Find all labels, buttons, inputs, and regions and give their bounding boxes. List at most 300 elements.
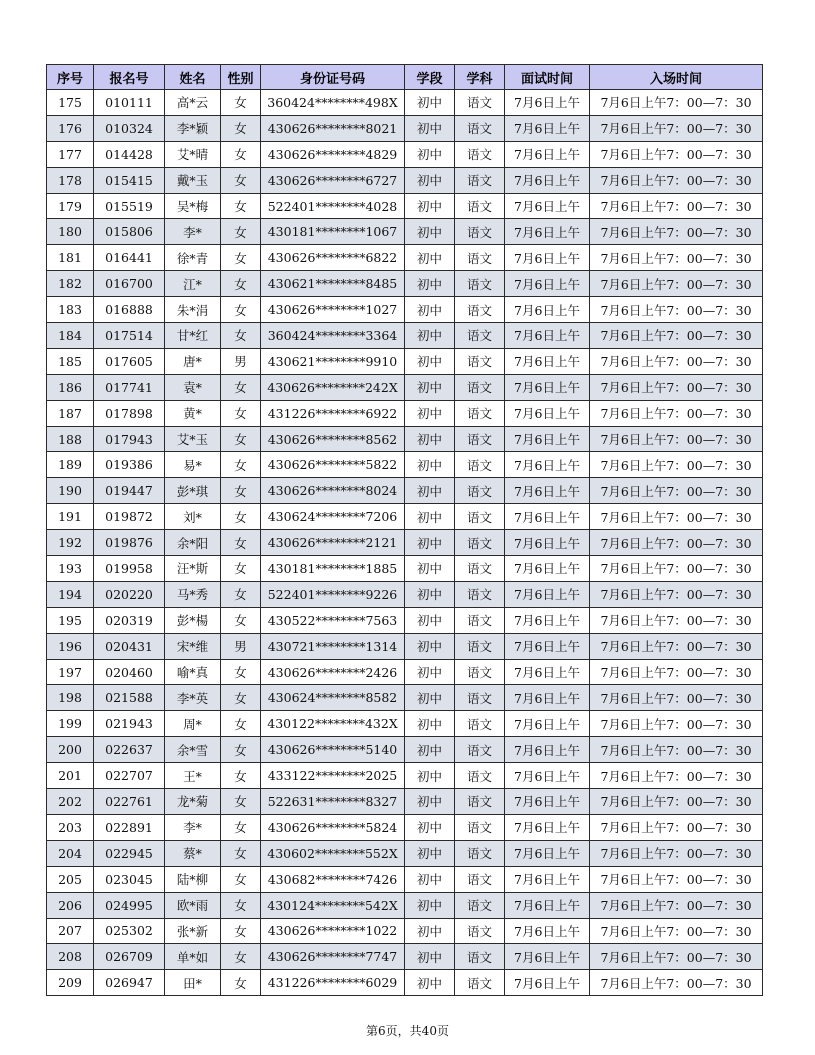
table-row <box>47 581 763 607</box>
cell-subject: 语文 <box>455 167 505 193</box>
cell-id-number: 430181********1067 <box>261 219 405 245</box>
cell-name: 朱*涓 <box>165 297 221 323</box>
cell-interview-time: 7月6日上午 <box>505 504 590 530</box>
cell-level: 初中 <box>405 918 455 944</box>
cell-name: 彭*琪 <box>165 478 221 504</box>
cell-seq: 179 <box>47 193 94 219</box>
cell-entry-time: 7月6日上午7：00—7：30 <box>590 814 763 840</box>
cell-entry-time: 7月6日上午7：00—7：30 <box>590 711 763 737</box>
table-row <box>47 141 763 167</box>
cell-subject: 语文 <box>455 840 505 866</box>
cell-gender: 女 <box>221 685 261 711</box>
cell-name: 李* <box>165 814 221 840</box>
cell-id-number: 430624********8582 <box>261 685 405 711</box>
cell-name: 艾*晴 <box>165 141 221 167</box>
cell-level: 初中 <box>405 607 455 633</box>
cell-interview-time: 7月6日上午 <box>505 581 590 607</box>
cell-name: 艾*玉 <box>165 426 221 452</box>
cell-entry-time: 7月6日上午7：00—7：30 <box>590 866 763 892</box>
cell-gender: 女 <box>221 478 261 504</box>
cell-gender: 男 <box>221 633 261 659</box>
cell-seq: 191 <box>47 504 94 530</box>
cell-id-number: 431226********6922 <box>261 400 405 426</box>
cell-level: 初中 <box>405 271 455 297</box>
cell-level: 初中 <box>405 452 455 478</box>
cell-seq: 182 <box>47 271 94 297</box>
cell-subject: 语文 <box>455 556 505 582</box>
cell-entry-time: 7月6日上午7：00—7：30 <box>590 840 763 866</box>
cell-seq: 207 <box>47 918 94 944</box>
table-row <box>47 737 763 763</box>
cell-subject: 语文 <box>455 193 505 219</box>
table-row <box>47 374 763 400</box>
cell-seq: 185 <box>47 348 94 374</box>
cell-interview-time: 7月6日上午 <box>505 789 590 815</box>
cell-seq: 180 <box>47 219 94 245</box>
cell-entry-time: 7月6日上午7：00—7：30 <box>590 90 763 116</box>
cell-entry-time: 7月6日上午7：00—7：30 <box>590 115 763 141</box>
cell-reg-no: 020460 <box>94 659 165 685</box>
cell-subject: 语文 <box>455 607 505 633</box>
cell-reg-no: 022945 <box>94 840 165 866</box>
cell-id-number: 430626********8562 <box>261 426 405 452</box>
cell-gender: 女 <box>221 452 261 478</box>
cell-gender: 女 <box>221 219 261 245</box>
table-row <box>47 323 763 349</box>
cell-seq: 187 <box>47 400 94 426</box>
cell-id-number: 360424********498X <box>261 90 405 116</box>
table-row <box>47 556 763 582</box>
cell-reg-no: 022707 <box>94 763 165 789</box>
cell-interview-time: 7月6日上午 <box>505 633 590 659</box>
cell-subject: 语文 <box>455 219 505 245</box>
cell-id-number: 430124********542X <box>261 892 405 918</box>
cell-id-number: 430626********6822 <box>261 245 405 271</box>
cell-id-number: 522401********4028 <box>261 193 405 219</box>
cell-reg-no: 017514 <box>94 323 165 349</box>
cell-entry-time: 7月6日上午7：00—7：30 <box>590 556 763 582</box>
cell-subject: 语文 <box>455 115 505 141</box>
cell-id-number: 522631********8327 <box>261 789 405 815</box>
cell-level: 初中 <box>405 530 455 556</box>
header-interview-time: 面试时间 <box>505 65 590 90</box>
cell-interview-time: 7月6日上午 <box>505 685 590 711</box>
table-row <box>47 685 763 711</box>
cell-entry-time: 7月6日上午7：00—7：30 <box>590 374 763 400</box>
cell-name: 易* <box>165 452 221 478</box>
cell-entry-time: 7月6日上午7：00—7：30 <box>590 245 763 271</box>
cell-name: 刘* <box>165 504 221 530</box>
cell-subject: 语文 <box>455 866 505 892</box>
cell-id-number: 430621********9910 <box>261 348 405 374</box>
cell-interview-time: 7月6日上午 <box>505 426 590 452</box>
cell-name: 李*颖 <box>165 115 221 141</box>
cell-reg-no: 016888 <box>94 297 165 323</box>
cell-entry-time: 7月6日上午7：00—7：30 <box>590 323 763 349</box>
cell-interview-time: 7月6日上午 <box>505 400 590 426</box>
cell-interview-time: 7月6日上午 <box>505 737 590 763</box>
cell-seq: 202 <box>47 789 94 815</box>
cell-id-number: 430624********7206 <box>261 504 405 530</box>
cell-level: 初中 <box>405 944 455 970</box>
cell-level: 初中 <box>405 193 455 219</box>
cell-entry-time: 7月6日上午7：00—7：30 <box>590 348 763 374</box>
candidate-table <box>46 64 763 996</box>
cell-interview-time: 7月6日上午 <box>505 323 590 349</box>
cell-reg-no: 023045 <box>94 866 165 892</box>
cell-subject: 语文 <box>455 271 505 297</box>
cell-seq: 190 <box>47 478 94 504</box>
cell-gender: 女 <box>221 193 261 219</box>
cell-name: 陆*柳 <box>165 866 221 892</box>
cell-name: 马*秀 <box>165 581 221 607</box>
table-row <box>47 115 763 141</box>
header-id-number: 身份证号码 <box>261 65 405 90</box>
cell-seq: 181 <box>47 245 94 271</box>
cell-seq: 197 <box>47 659 94 685</box>
cell-entry-time: 7月6日上午7：00—7：30 <box>590 944 763 970</box>
cell-level: 初中 <box>405 711 455 737</box>
cell-reg-no: 019958 <box>94 556 165 582</box>
table-row <box>47 167 763 193</box>
cell-reg-no: 010111 <box>94 90 165 116</box>
cell-name: 江* <box>165 271 221 297</box>
table-row <box>47 659 763 685</box>
cell-gender: 女 <box>221 944 261 970</box>
table-row <box>47 789 763 815</box>
table-row <box>47 297 763 323</box>
cell-interview-time: 7月6日上午 <box>505 141 590 167</box>
cell-name: 徐*青 <box>165 245 221 271</box>
table-row <box>47 530 763 556</box>
table-row <box>47 271 763 297</box>
cell-level: 初中 <box>405 167 455 193</box>
cell-entry-time: 7月6日上午7：00—7：30 <box>590 685 763 711</box>
cell-name: 单*如 <box>165 944 221 970</box>
cell-interview-time: 7月6日上午 <box>505 374 590 400</box>
cell-gender: 女 <box>221 426 261 452</box>
cell-name: 黄* <box>165 400 221 426</box>
cell-entry-time: 7月6日上午7：00—7：30 <box>590 789 763 815</box>
cell-interview-time: 7月6日上午 <box>505 918 590 944</box>
cell-id-number: 431226********6029 <box>261 970 405 996</box>
table-row <box>47 840 763 866</box>
cell-subject: 语文 <box>455 814 505 840</box>
table-row <box>47 426 763 452</box>
cell-interview-time: 7月6日上午 <box>505 478 590 504</box>
cell-name: 李* <box>165 219 221 245</box>
table-row <box>47 918 763 944</box>
cell-seq: 183 <box>47 297 94 323</box>
cell-reg-no: 019872 <box>94 504 165 530</box>
cell-seq: 192 <box>47 530 94 556</box>
cell-seq: 193 <box>47 556 94 582</box>
cell-gender: 女 <box>221 297 261 323</box>
cell-gender: 女 <box>221 271 261 297</box>
cell-entry-time: 7月6日上午7：00—7：30 <box>590 271 763 297</box>
cell-name: 彭*楊 <box>165 607 221 633</box>
cell-entry-time: 7月6日上午7：00—7：30 <box>590 478 763 504</box>
cell-name: 宋*维 <box>165 633 221 659</box>
header-subject: 学科 <box>455 65 505 90</box>
cell-id-number: 430522********7563 <box>261 607 405 633</box>
cell-level: 初中 <box>405 789 455 815</box>
cell-name: 欧*雨 <box>165 892 221 918</box>
cell-seq: 177 <box>47 141 94 167</box>
cell-level: 初中 <box>405 737 455 763</box>
cell-subject: 语文 <box>455 970 505 996</box>
cell-level: 初中 <box>405 141 455 167</box>
cell-level: 初中 <box>405 323 455 349</box>
cell-reg-no: 026709 <box>94 944 165 970</box>
cell-id-number: 433122********2025 <box>261 763 405 789</box>
cell-reg-no: 020319 <box>94 607 165 633</box>
cell-id-number: 522401********9226 <box>261 581 405 607</box>
cell-subject: 语文 <box>455 918 505 944</box>
cell-entry-time: 7月6日上午7：00—7：30 <box>590 970 763 996</box>
cell-id-number: 430626********5140 <box>261 737 405 763</box>
cell-gender: 女 <box>221 400 261 426</box>
cell-reg-no: 022637 <box>94 737 165 763</box>
cell-gender: 女 <box>221 141 261 167</box>
table-row <box>47 90 763 116</box>
cell-entry-time: 7月6日上午7：00—7：30 <box>590 633 763 659</box>
cell-id-number: 430626********2121 <box>261 530 405 556</box>
cell-subject: 语文 <box>455 348 505 374</box>
cell-interview-time: 7月6日上午 <box>505 556 590 582</box>
cell-interview-time: 7月6日上午 <box>505 814 590 840</box>
cell-gender: 女 <box>221 90 261 116</box>
cell-reg-no: 026947 <box>94 970 165 996</box>
cell-entry-time: 7月6日上午7：00—7：30 <box>590 504 763 530</box>
cell-reg-no: 017898 <box>94 400 165 426</box>
cell-name: 甘*红 <box>165 323 221 349</box>
cell-seq: 209 <box>47 970 94 996</box>
cell-gender: 女 <box>221 556 261 582</box>
cell-id-number: 430626********1027 <box>261 297 405 323</box>
cell-interview-time: 7月6日上午 <box>505 607 590 633</box>
cell-gender: 男 <box>221 348 261 374</box>
cell-subject: 语文 <box>455 711 505 737</box>
cell-reg-no: 020220 <box>94 581 165 607</box>
cell-entry-time: 7月6日上午7：00—7：30 <box>590 452 763 478</box>
cell-seq: 189 <box>47 452 94 478</box>
cell-reg-no: 016700 <box>94 271 165 297</box>
cell-seq: 188 <box>47 426 94 452</box>
cell-id-number: 430181********1885 <box>261 556 405 582</box>
cell-subject: 语文 <box>455 426 505 452</box>
cell-reg-no: 019876 <box>94 530 165 556</box>
cell-gender: 女 <box>221 763 261 789</box>
cell-interview-time: 7月6日上午 <box>505 840 590 866</box>
table-row <box>47 814 763 840</box>
cell-level: 初中 <box>405 763 455 789</box>
header-reg-no: 报名号 <box>94 65 165 90</box>
table-row <box>47 348 763 374</box>
cell-id-number: 430626********8024 <box>261 478 405 504</box>
cell-seq: 176 <box>47 115 94 141</box>
cell-reg-no: 017741 <box>94 374 165 400</box>
cell-level: 初中 <box>405 426 455 452</box>
cell-entry-time: 7月6日上午7：00—7：30 <box>590 400 763 426</box>
table-row <box>47 866 763 892</box>
cell-interview-time: 7月6日上午 <box>505 90 590 116</box>
cell-entry-time: 7月6日上午7：00—7：30 <box>590 763 763 789</box>
cell-seq: 198 <box>47 685 94 711</box>
cell-seq: 196 <box>47 633 94 659</box>
cell-entry-time: 7月6日上午7：00—7：30 <box>590 737 763 763</box>
cell-id-number: 430626********2426 <box>261 659 405 685</box>
cell-level: 初中 <box>405 866 455 892</box>
cell-subject: 语文 <box>455 245 505 271</box>
cell-gender: 女 <box>221 504 261 530</box>
table-row <box>47 478 763 504</box>
cell-id-number: 430626********5822 <box>261 452 405 478</box>
cell-name: 高*云 <box>165 90 221 116</box>
cell-name: 袁* <box>165 374 221 400</box>
cell-level: 初中 <box>405 633 455 659</box>
cell-entry-time: 7月6日上午7：00—7：30 <box>590 297 763 323</box>
cell-interview-time: 7月6日上午 <box>505 348 590 374</box>
cell-reg-no: 015415 <box>94 167 165 193</box>
cell-name: 周* <box>165 711 221 737</box>
cell-interview-time: 7月6日上午 <box>505 193 590 219</box>
cell-reg-no: 019386 <box>94 452 165 478</box>
cell-entry-time: 7月6日上午7：00—7：30 <box>590 167 763 193</box>
cell-name: 张*新 <box>165 918 221 944</box>
cell-subject: 语文 <box>455 659 505 685</box>
cell-level: 初中 <box>405 219 455 245</box>
header-level: 学段 <box>405 65 455 90</box>
cell-seq: 186 <box>47 374 94 400</box>
cell-gender: 女 <box>221 918 261 944</box>
cell-interview-time: 7月6日上午 <box>505 659 590 685</box>
cell-id-number: 430626********8021 <box>261 115 405 141</box>
cell-gender: 女 <box>221 789 261 815</box>
cell-name: 唐* <box>165 348 221 374</box>
cell-gender: 女 <box>221 840 261 866</box>
cell-level: 初中 <box>405 90 455 116</box>
cell-reg-no: 021943 <box>94 711 165 737</box>
cell-name: 戴*玉 <box>165 167 221 193</box>
cell-seq: 203 <box>47 814 94 840</box>
cell-level: 初中 <box>405 374 455 400</box>
page-footer: 第6页，共40页 <box>366 1024 449 1038</box>
cell-id-number: 430626********4829 <box>261 141 405 167</box>
cell-subject: 语文 <box>455 478 505 504</box>
cell-name: 蔡* <box>165 840 221 866</box>
cell-gender: 女 <box>221 581 261 607</box>
cell-id-number: 430721********1314 <box>261 633 405 659</box>
cell-seq: 200 <box>47 737 94 763</box>
cell-id-number: 430122********432X <box>261 711 405 737</box>
cell-subject: 语文 <box>455 633 505 659</box>
cell-name: 李*英 <box>165 685 221 711</box>
cell-level: 初中 <box>405 840 455 866</box>
cell-seq: 178 <box>47 167 94 193</box>
cell-entry-time: 7月6日上午7：00—7：30 <box>590 659 763 685</box>
cell-level: 初中 <box>405 659 455 685</box>
table-row <box>47 245 763 271</box>
cell-reg-no: 015519 <box>94 193 165 219</box>
cell-reg-no: 024995 <box>94 892 165 918</box>
cell-id-number: 430682********7426 <box>261 866 405 892</box>
cell-name: 龙*菊 <box>165 789 221 815</box>
cell-id-number: 430602********552X <box>261 840 405 866</box>
cell-gender: 女 <box>221 866 261 892</box>
cell-interview-time: 7月6日上午 <box>505 297 590 323</box>
cell-gender: 女 <box>221 970 261 996</box>
cell-interview-time: 7月6日上午 <box>505 944 590 970</box>
cell-interview-time: 7月6日上午 <box>505 711 590 737</box>
table-body <box>47 90 763 996</box>
table-row <box>47 504 763 530</box>
table-row <box>47 400 763 426</box>
cell-gender: 女 <box>221 737 261 763</box>
table-row <box>47 892 763 918</box>
table-header-row <box>47 65 763 90</box>
cell-level: 初中 <box>405 581 455 607</box>
cell-entry-time: 7月6日上午7：00—7：30 <box>590 193 763 219</box>
cell-entry-time: 7月6日上午7：00—7：30 <box>590 918 763 944</box>
cell-level: 初中 <box>405 478 455 504</box>
cell-seq: 208 <box>47 944 94 970</box>
cell-seq: 201 <box>47 763 94 789</box>
cell-name: 汪*斯 <box>165 556 221 582</box>
cell-entry-time: 7月6日上午7：00—7：30 <box>590 581 763 607</box>
cell-seq: 206 <box>47 892 94 918</box>
cell-reg-no: 020431 <box>94 633 165 659</box>
cell-name: 吴*梅 <box>165 193 221 219</box>
table-row <box>47 944 763 970</box>
cell-subject: 语文 <box>455 374 505 400</box>
table-row <box>47 711 763 737</box>
cell-subject: 语文 <box>455 323 505 349</box>
cell-interview-time: 7月6日上午 <box>505 245 590 271</box>
cell-level: 初中 <box>405 400 455 426</box>
cell-entry-time: 7月6日上午7：00—7：30 <box>590 219 763 245</box>
cell-subject: 语文 <box>455 581 505 607</box>
cell-interview-time: 7月6日上午 <box>505 530 590 556</box>
cell-id-number: 430626********5824 <box>261 814 405 840</box>
cell-reg-no: 021588 <box>94 685 165 711</box>
cell-name: 喻*真 <box>165 659 221 685</box>
cell-level: 初中 <box>405 348 455 374</box>
cell-gender: 女 <box>221 659 261 685</box>
cell-level: 初中 <box>405 297 455 323</box>
cell-entry-time: 7月6日上午7：00—7：30 <box>590 426 763 452</box>
cell-name: 田* <box>165 970 221 996</box>
cell-id-number: 430626********6727 <box>261 167 405 193</box>
cell-gender: 女 <box>221 323 261 349</box>
header-seq: 序号 <box>47 65 94 90</box>
cell-reg-no: 017605 <box>94 348 165 374</box>
cell-entry-time: 7月6日上午7：00—7：30 <box>590 607 763 633</box>
cell-subject: 语文 <box>455 737 505 763</box>
cell-reg-no: 016441 <box>94 245 165 271</box>
cell-interview-time: 7月6日上午 <box>505 970 590 996</box>
cell-reg-no: 022891 <box>94 814 165 840</box>
cell-level: 初中 <box>405 892 455 918</box>
cell-id-number: 360424********3364 <box>261 323 405 349</box>
header-gender: 性别 <box>221 65 261 90</box>
cell-gender: 女 <box>221 245 261 271</box>
header-name: 姓名 <box>165 65 221 90</box>
cell-gender: 女 <box>221 530 261 556</box>
cell-seq: 205 <box>47 866 94 892</box>
cell-level: 初中 <box>405 115 455 141</box>
cell-seq: 184 <box>47 323 94 349</box>
